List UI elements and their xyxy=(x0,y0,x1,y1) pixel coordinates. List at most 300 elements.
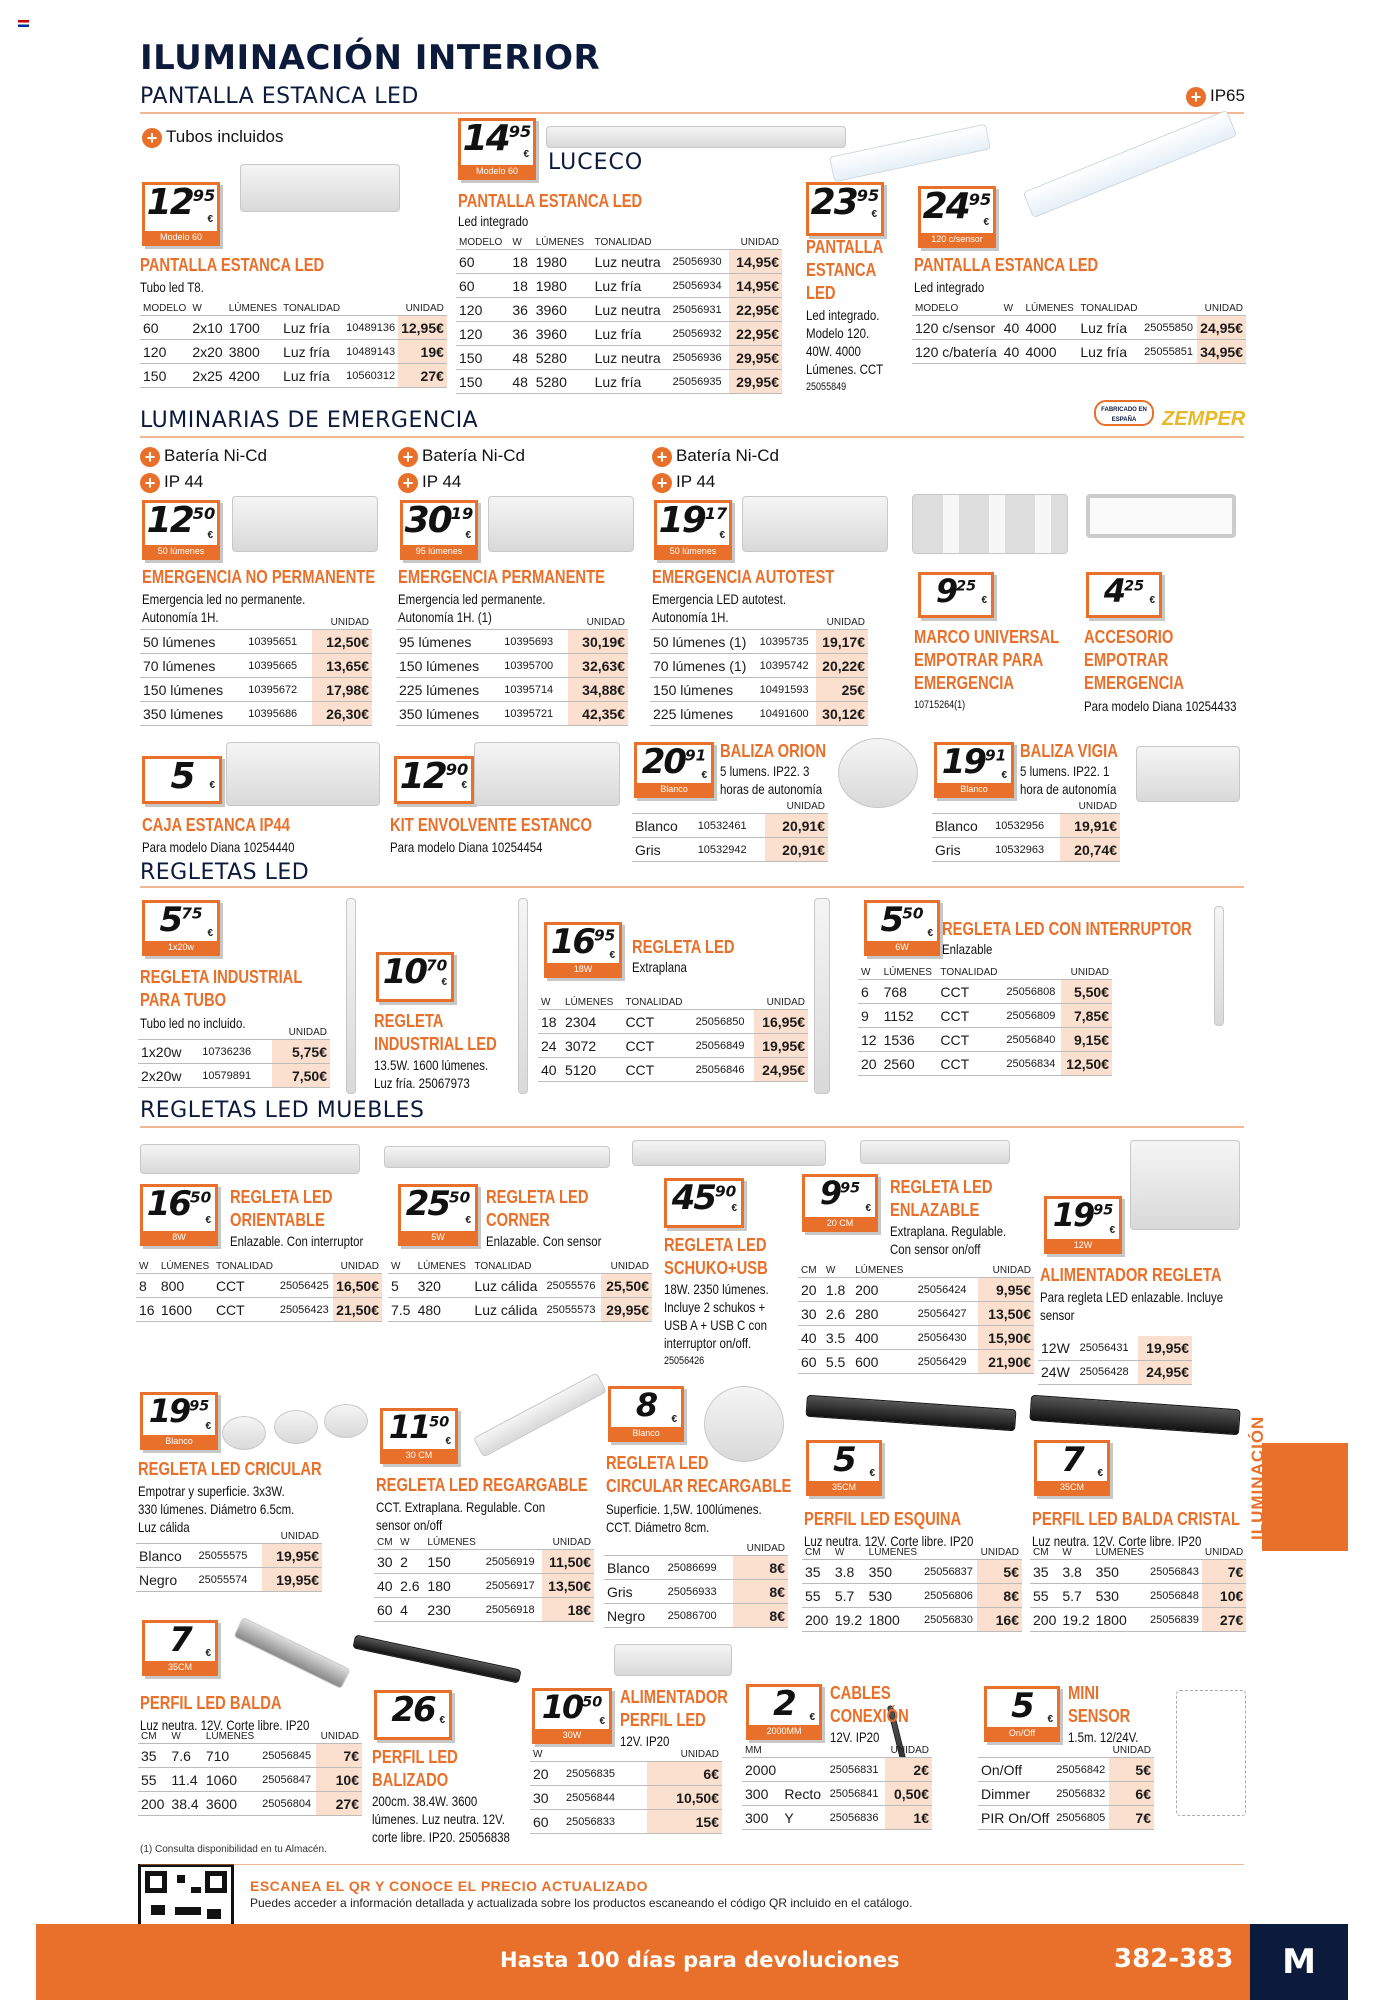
table-cell: 25056431 xyxy=(1077,1336,1138,1360)
table-cell: 10532461 xyxy=(695,814,766,838)
product-title: REGLETA LED REGARGABLE xyxy=(376,1475,588,1495)
table-cell: 200 xyxy=(802,1608,832,1632)
table-cell: 120 xyxy=(456,298,509,322)
table-cell: 12,50€ xyxy=(312,630,372,654)
table-header: TONALIDAD xyxy=(213,1260,277,1274)
product-title: CABLES xyxy=(830,1683,891,1703)
table-row xyxy=(456,274,782,298)
table-cell: 3800 xyxy=(226,340,280,364)
product-desc: 12V. IP20 xyxy=(620,1733,670,1749)
table-row xyxy=(858,1028,1112,1052)
table-cell: 3960 xyxy=(533,298,592,322)
table-cell: 20,22€ xyxy=(816,654,868,678)
table-cell: 34,88€ xyxy=(568,678,628,702)
regleta-image xyxy=(860,1140,1010,1164)
table-row xyxy=(374,1574,594,1598)
product-title: SCHUKO+USB xyxy=(664,1258,768,1278)
table-header xyxy=(544,1260,601,1274)
table-cell: 7€ xyxy=(1202,1560,1246,1584)
table-cell: 7.6 xyxy=(168,1744,202,1768)
product-desc: Luz neutra. 12V. Corte libre. IP20 xyxy=(140,1717,310,1733)
power-supply-image xyxy=(1130,1140,1240,1230)
product-desc: Luz neutra. 12V. Corte libre. IP20 xyxy=(804,1533,974,1549)
product-desc: Con sensor on/off xyxy=(890,1241,981,1257)
table-cell: 710 xyxy=(203,1744,259,1768)
tube-image xyxy=(346,898,356,1094)
table-cell: 12 xyxy=(858,1028,881,1052)
table-header: TONALIDAD xyxy=(1077,302,1141,316)
table-cell: 19,17€ xyxy=(816,630,868,654)
table-cell: 1€ xyxy=(885,1806,932,1830)
sensor-image xyxy=(1176,1690,1246,1816)
table-header: LÚMENES xyxy=(158,1260,213,1274)
table-cell: 10€ xyxy=(316,1768,362,1792)
table-cell: 10491600 xyxy=(757,702,816,726)
table-cell: 10,50€ xyxy=(647,1786,722,1810)
table-row xyxy=(650,678,868,702)
table-row xyxy=(374,1598,594,1622)
table-cell: 10395686 xyxy=(245,702,312,726)
price-badge: $16^{95}$ € 18W xyxy=(544,922,622,978)
plus-icon: + xyxy=(398,473,418,493)
table-cell: 24W xyxy=(1038,1360,1077,1384)
product-title: REGLETA LED xyxy=(606,1453,709,1473)
table-cell: 13,65€ xyxy=(312,654,372,678)
table-cell: 55 xyxy=(138,1768,168,1792)
price-badge: $5^{75}$ € 1x20w xyxy=(142,900,220,956)
product-desc: 330 lúmenes. Diámetro 6.5cm. xyxy=(138,1501,295,1517)
table-cell: 25056805 xyxy=(1053,1806,1109,1830)
table-row xyxy=(138,1744,362,1768)
table-cell: 10395721 xyxy=(501,702,568,726)
table-header: MODELO xyxy=(912,302,1001,316)
table-cell: 12,95€ xyxy=(398,316,447,340)
product-title: PERFIL LED xyxy=(620,1710,706,1730)
table-row xyxy=(138,1040,330,1064)
product-title: LED xyxy=(806,283,836,303)
table-cell: 10395714 xyxy=(501,678,568,702)
table-header: UNIDAD xyxy=(1061,966,1112,980)
table-row xyxy=(456,322,782,346)
table-cell: 7,85€ xyxy=(1061,1004,1112,1028)
table-cell: 3960 xyxy=(533,322,592,346)
table-cell: 25056839 xyxy=(1147,1608,1202,1632)
table-header xyxy=(501,616,568,630)
table-cell: 25056809 xyxy=(1003,1004,1060,1028)
table-cell: 60 xyxy=(530,1810,563,1834)
table-row xyxy=(1030,1560,1246,1584)
table-header xyxy=(1053,1744,1109,1758)
product-title: REGLETA LED xyxy=(664,1235,767,1255)
table-cell: 40 xyxy=(1001,316,1023,340)
table-cell: Dimmer xyxy=(978,1782,1053,1806)
table-header: CM xyxy=(1030,1546,1059,1560)
fabricado-espana-logo: FABRICADO EN ESPAÑA xyxy=(1094,400,1154,426)
table-header: CM xyxy=(374,1536,397,1550)
table-cell: 95 lúmenes xyxy=(396,630,501,654)
table-row xyxy=(396,702,628,726)
table-cell: 10489143 xyxy=(343,340,398,364)
table-cell: 25056933 xyxy=(665,1580,733,1604)
table-header: UNIDAD xyxy=(568,616,628,630)
table-cell: 10532956 xyxy=(992,814,1060,838)
product-title: PANTALLA ESTANCA LED xyxy=(458,191,643,211)
table-header xyxy=(195,1530,262,1544)
table-cell: 4200 xyxy=(226,364,280,388)
table-row xyxy=(140,316,447,340)
price-badge: 5 € 35CM xyxy=(806,1440,882,1496)
product-desc: Tubo led T8. xyxy=(140,279,204,295)
table-row xyxy=(396,654,628,678)
table-cell: 2€ xyxy=(885,1758,932,1782)
table-cell xyxy=(781,1758,826,1782)
product-title: SENSOR xyxy=(1068,1706,1131,1726)
table-header: TONALIDAD xyxy=(622,996,692,1010)
product-title: REGLETA INDUSTRIAL xyxy=(140,967,303,987)
led-panel-image xyxy=(829,124,991,183)
table-cell: CCT xyxy=(622,1058,692,1082)
table-cell: 32,63€ xyxy=(568,654,628,678)
table-header: LÚMENES xyxy=(852,1264,915,1278)
table-cell: 25056850 xyxy=(693,1010,754,1034)
table-cell: 150 xyxy=(140,364,189,388)
table-header xyxy=(277,1260,333,1274)
product-title: ORIENTABLE xyxy=(230,1210,325,1230)
table-cell: 16,50€ xyxy=(333,1274,383,1298)
product-desc: Tubo led no incluido. xyxy=(140,1015,246,1031)
table-cell: 30 xyxy=(374,1550,397,1574)
table-row xyxy=(140,340,447,364)
product-desc: Luz neutra. 12V. Corte libre. IP20 xyxy=(1032,1533,1202,1549)
table-cell: 200 xyxy=(138,1792,168,1816)
table-header xyxy=(978,1744,1053,1758)
table-cell: 150 lúmenes xyxy=(396,654,501,678)
table-cell: 7€ xyxy=(316,1744,362,1768)
product-table xyxy=(388,1260,652,1322)
table-header xyxy=(138,1026,199,1040)
price-badge: 26 € xyxy=(374,1690,452,1740)
table-row xyxy=(140,630,372,654)
table-header: CM xyxy=(802,1546,832,1560)
table-cell: 4000 xyxy=(1022,316,1077,340)
product-title: REGLETA LED xyxy=(230,1187,333,1207)
table-cell: 5280 xyxy=(533,346,592,370)
table-header: UNIDAD xyxy=(316,1730,362,1744)
table-cell: 10395735 xyxy=(757,630,816,654)
table-cell: 25055850 xyxy=(1141,316,1197,340)
table-cell: 300 xyxy=(742,1806,781,1830)
table-header xyxy=(665,1542,733,1556)
table-cell: Negro xyxy=(604,1604,665,1628)
table-row xyxy=(932,814,1120,838)
price-badge: 7 € 35CM xyxy=(142,1620,218,1676)
table-row xyxy=(538,1010,808,1034)
table-cell: 48 xyxy=(509,370,532,394)
table-cell: 30,19€ xyxy=(568,630,628,654)
table-cell: 18 xyxy=(509,274,532,298)
product-desc: interruptor on/off. xyxy=(664,1335,752,1351)
rechargeable-light-image xyxy=(473,1372,607,1457)
table-cell: 10395742 xyxy=(757,654,816,678)
table-cell: 5120 xyxy=(562,1058,622,1082)
table-row xyxy=(802,1608,1022,1632)
profile-image xyxy=(1029,1395,1240,1436)
product-title: MINI xyxy=(1068,1683,1100,1703)
profile-image xyxy=(352,1634,521,1683)
table-header: LÚMENES xyxy=(1093,1546,1147,1560)
box-image xyxy=(226,742,380,806)
table-row xyxy=(978,1782,1154,1806)
product-desc: Emergencia led no permanente. xyxy=(142,591,306,607)
table-cell: 24,95€ xyxy=(754,1058,808,1082)
product-title: EMERGENCIA xyxy=(1084,673,1185,693)
product-title: PERFIL LED BALDA CRISTAL xyxy=(1032,1509,1241,1529)
table-cell: 25056849 xyxy=(693,1034,754,1058)
table-cell: 18 xyxy=(509,250,532,274)
price-badge: $20^{91}$ € Blanco xyxy=(634,742,714,798)
kit-image xyxy=(474,742,620,806)
table-cell: CCT xyxy=(213,1274,277,1298)
product-desc: 40W. 4000 xyxy=(806,343,861,359)
ip65-feature: + IP65 xyxy=(1186,86,1245,107)
table-row xyxy=(530,1810,722,1834)
table-header: W xyxy=(189,302,225,316)
table-cell: 150 lúmenes xyxy=(650,678,757,702)
table-header: W xyxy=(509,236,532,250)
table-cell: 10395693 xyxy=(501,630,568,654)
table-cell: 70 lúmenes (1) xyxy=(650,654,757,678)
table-cell: 2x10 xyxy=(189,316,225,340)
table-cell: 36 xyxy=(509,322,532,346)
table-cell: 27€ xyxy=(398,364,447,388)
table-cell: 20,91€ xyxy=(765,838,828,862)
table-cell: 600 xyxy=(852,1350,915,1374)
table-cell: 40 xyxy=(538,1058,562,1082)
table-cell: 530 xyxy=(866,1584,921,1608)
product-table xyxy=(140,616,372,726)
table-cell: 25056917 xyxy=(483,1574,542,1598)
table-cell: Luz neutra xyxy=(592,298,670,322)
luceco-logo: LUCECO xyxy=(548,150,644,175)
table-cell: 19.2 xyxy=(1059,1608,1092,1632)
table-cell: 3600 xyxy=(203,1792,259,1816)
table-cell: 1600 xyxy=(158,1298,213,1322)
bateria-feature: + Batería Ni-Cd xyxy=(140,446,267,467)
circular-light-image xyxy=(274,1410,318,1444)
table-cell: 25056837 xyxy=(921,1560,977,1584)
table-cell: 25056423 xyxy=(277,1298,333,1322)
tube-image xyxy=(814,898,830,1094)
table-cell: 10395700 xyxy=(501,654,568,678)
table-cell: 25056804 xyxy=(259,1792,316,1816)
table-cell: Gris xyxy=(932,838,992,862)
table-cell: 1980 xyxy=(533,274,592,298)
product-ref: 10715264(1) xyxy=(914,699,966,711)
table-cell: 1.8 xyxy=(823,1278,852,1302)
price-badge: $14^{95}$ € Modelo 60 xyxy=(458,118,536,180)
product-title: CONEXIÓN xyxy=(830,1706,909,1726)
emergency-light-image xyxy=(742,496,888,552)
table-header xyxy=(632,800,695,814)
table-cell: 120 c/batería xyxy=(912,340,1001,364)
table-cell: 225 lúmenes xyxy=(396,678,501,702)
price-badge: $4^{25}$ € xyxy=(1086,572,1162,618)
table-cell: 4000 xyxy=(1022,340,1077,364)
section-title-muebles: REGLETAS LED MUEBLES xyxy=(140,1098,425,1123)
product-desc: Led integrado. xyxy=(806,307,880,323)
table-cell: 10491593 xyxy=(757,678,816,702)
price-badge: $12^{95}$ € Modelo 60 xyxy=(142,182,220,246)
table-row xyxy=(1030,1584,1246,1608)
table-cell: 300 xyxy=(742,1782,781,1806)
table-cell: 19,95€ xyxy=(262,1568,322,1592)
table-cell: 350 xyxy=(1093,1560,1147,1584)
price-badge: $45^{90}$ € xyxy=(664,1178,744,1228)
table-row xyxy=(858,980,1112,1004)
led-panel-image xyxy=(1023,110,1237,218)
product-desc: Emergencia led permanente. xyxy=(398,591,546,607)
table-cell: 25056930 xyxy=(670,250,729,274)
table-header: UNIDAD xyxy=(601,1260,652,1274)
table-header xyxy=(199,1026,271,1040)
plus-icon: + xyxy=(140,447,160,467)
table-header: UNIDAD xyxy=(733,1542,788,1556)
table-cell: 25056425 xyxy=(277,1274,333,1298)
product-table xyxy=(1038,1336,1192,1385)
table-header: LÚMENES xyxy=(1022,302,1077,316)
table-cell: 5280 xyxy=(533,370,592,394)
table-header: LÚMENES xyxy=(424,1536,482,1550)
table-cell: 60 xyxy=(456,250,509,274)
table-header: W xyxy=(530,1748,563,1762)
power-supply-image xyxy=(614,1644,732,1676)
table-cell: 50 lúmenes xyxy=(140,630,245,654)
profile-image xyxy=(233,1617,350,1689)
table-cell: 19,95€ xyxy=(262,1544,322,1568)
price-badge: $10^{70}$ € xyxy=(376,952,454,1002)
table-row xyxy=(388,1274,652,1298)
emergency-light-image xyxy=(488,496,634,552)
product-title: INDUSTRIAL LED xyxy=(374,1034,497,1054)
table-cell: 25056428 xyxy=(1077,1360,1138,1384)
table-cell: 25055573 xyxy=(544,1298,601,1322)
table-cell: 25086699 xyxy=(665,1556,733,1580)
table-cell: 38.4 xyxy=(168,1792,202,1816)
table-row xyxy=(456,250,782,274)
product-desc: Para regleta LED enlazable. Incluye xyxy=(1040,1289,1224,1305)
table-header: LÚMENES xyxy=(562,996,622,1010)
price-badge: 8 € Blanco xyxy=(608,1386,684,1442)
product-title: ENLAZABLE xyxy=(890,1200,980,1220)
table-cell: 24,95€ xyxy=(1197,316,1246,340)
table-cell: 280 xyxy=(852,1302,915,1326)
table-cell: 8€ xyxy=(733,1556,788,1580)
product-desc: 5 lumens. IP22. 3 xyxy=(720,763,810,779)
table-header xyxy=(757,616,816,630)
product-title: ESTANCA xyxy=(806,260,877,280)
table-cell: 40 xyxy=(374,1574,397,1598)
price-badge: $9^{95}$ € 20 CM xyxy=(802,1174,878,1232)
product-desc: Modelo 120. xyxy=(806,325,870,341)
price-badge: 5 € On/Off xyxy=(984,1686,1060,1742)
product-table xyxy=(912,302,1246,364)
product-table xyxy=(138,1026,330,1088)
table-header xyxy=(245,616,312,630)
led-panel-image xyxy=(546,126,846,148)
table-header: CM xyxy=(138,1730,168,1744)
table-header: W xyxy=(538,996,562,1010)
price-badge: $16^{50}$ € 8W xyxy=(140,1184,218,1246)
price-badge: $25^{50}$ € 5W xyxy=(398,1184,478,1246)
table-cell: 25056846 xyxy=(693,1058,754,1082)
table-cell: 10395672 xyxy=(245,678,312,702)
table-header: UNIDAD xyxy=(312,616,372,630)
product-desc: Para modelo Diana 10254454 xyxy=(390,839,543,855)
product-desc: horas de autonomía xyxy=(720,781,823,797)
bateria-feature: + Batería Ni-Cd xyxy=(652,446,779,467)
price-badge: $19^{95}$ € Blanco xyxy=(140,1392,218,1450)
price-badge: $30^{19}$ € 95 lúmenes xyxy=(400,500,478,560)
table-cell: 400 xyxy=(852,1326,915,1350)
table-cell: 120 xyxy=(456,322,509,346)
table-row xyxy=(530,1762,722,1786)
table-cell: 25056808 xyxy=(1003,980,1060,1004)
table-header: LÚMENES xyxy=(415,1260,472,1274)
table-cell: Y xyxy=(781,1806,826,1830)
table-cell: CCT xyxy=(937,980,1003,1004)
table-cell: 2x20w xyxy=(138,1064,199,1088)
table-row xyxy=(912,316,1246,340)
regleta-image xyxy=(384,1146,610,1168)
table-cell: 2x20 xyxy=(189,340,225,364)
table-header: TONALIDAD xyxy=(592,236,670,250)
table-cell: Blanco xyxy=(136,1544,195,1568)
product-title: CAJA ESTANCA IP44 xyxy=(142,815,290,835)
product-desc: Para modelo Diana 10254440 xyxy=(142,839,295,855)
table-cell: 25055575 xyxy=(195,1544,262,1568)
table-cell: 25056847 xyxy=(259,1768,316,1792)
table-cell: 5,75€ xyxy=(272,1040,330,1064)
table-row xyxy=(632,814,828,838)
product-title: EMPOTRAR xyxy=(1084,650,1169,670)
table-cell: 25056842 xyxy=(1053,1758,1109,1782)
table-row xyxy=(802,1584,1022,1608)
table-row xyxy=(650,654,868,678)
table-cell: 5,50€ xyxy=(1061,980,1112,1004)
table-header: UNIDAD xyxy=(816,616,868,630)
qr-title: ESCANEA EL QR Y CONOCE EL PRECIO ACTUALIZADO xyxy=(250,1878,648,1894)
table-row xyxy=(912,340,1246,364)
table-cell: 40 xyxy=(798,1326,823,1350)
table-cell: Luz fría xyxy=(280,364,343,388)
table-cell: 19,91€ xyxy=(1060,814,1120,838)
table-cell: 36 xyxy=(509,298,532,322)
table-cell: 15€ xyxy=(647,1810,722,1834)
product-desc: Extraplana xyxy=(632,959,687,975)
table-cell: 25056936 xyxy=(670,346,729,370)
table-cell: 25055576 xyxy=(544,1274,601,1298)
table-cell: 350 lúmenes xyxy=(396,702,501,726)
table-cell: 25056806 xyxy=(921,1584,977,1608)
product-title: PERFIL LED BALDA xyxy=(140,1693,282,1713)
table-cell: 19.2 xyxy=(832,1608,866,1632)
table-row xyxy=(802,1560,1022,1584)
table-row xyxy=(798,1326,1034,1350)
product-title: REGLETA LED xyxy=(890,1177,993,1197)
table-header: W xyxy=(1001,302,1023,316)
table-header xyxy=(695,800,766,814)
table-cell: 10395665 xyxy=(245,654,312,678)
